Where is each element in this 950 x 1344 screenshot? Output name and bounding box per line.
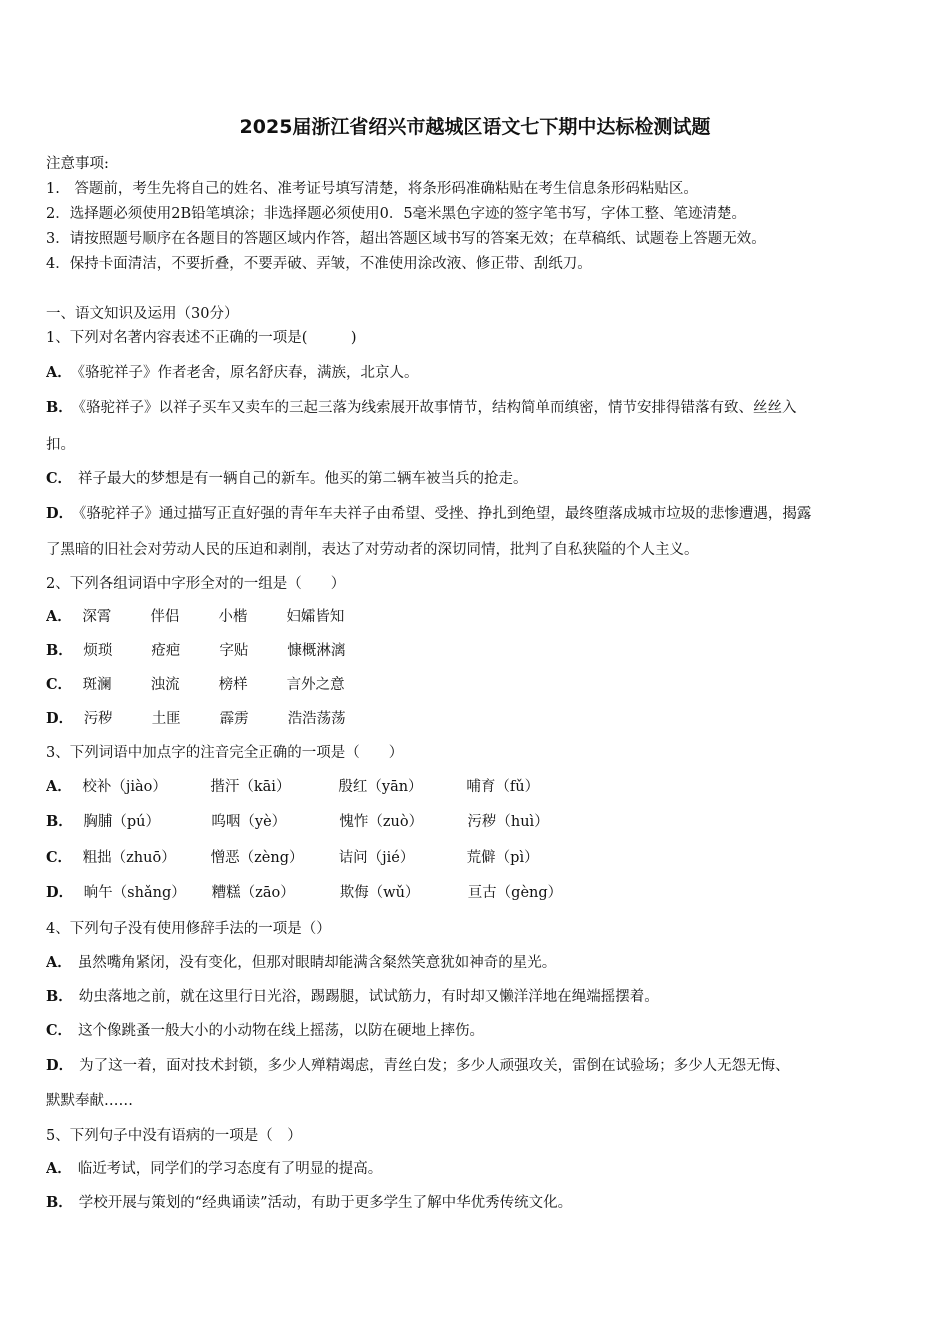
option-text: 祥子最大的梦想是有一辆自己的新车。他买的第二辆车被当兵的抢走。	[78, 471, 528, 487]
option-a	[46, 605, 908, 626]
word: 校补（jiào）	[82, 779, 167, 795]
word: 斑澜	[82, 677, 112, 693]
option-label: B．	[46, 642, 73, 659]
option-text: 虽然嘴角紧闭，没有变化，但那对眼睛却能满含粲然笑意犹如神奇的星光。	[77, 955, 557, 971]
option-label: B．	[46, 988, 73, 1005]
word: 晌午（shǎng）	[83, 885, 186, 901]
option-c	[46, 1019, 908, 1040]
section-heading: 一、语文知识及运用（30分）	[46, 306, 239, 322]
notice-item: 1. 答题前，考生先将自己的姓名、准考证号填写清楚，将条形码准确粘贴在考生信息条形码粘贴区。	[46, 181, 698, 197]
word: 字贴	[219, 643, 249, 659]
option-continuation: 了黑暗的旧社会对劳动人民的压迫和剥削，表达了对劳动者的深切同情，批判了自私狭隘的个人主义。	[46, 542, 699, 558]
notice-heading: 注意事项:	[46, 156, 109, 172]
word: 慷概淋漓	[287, 643, 346, 659]
word: 榜样	[218, 677, 248, 693]
option-continuation: 扣。	[46, 437, 75, 453]
word: 言外之意	[286, 677, 345, 693]
option-a	[46, 1157, 908, 1178]
option-text: 《骆驼祥子》通过描写正直好强的青年车夫祥子由希望、受挫、挣扎到绝望，最终堕落成城市垃圾的悲惨遭遇，揭露	[79, 506, 812, 522]
option-label: C．	[46, 470, 73, 487]
option-text: 幼虫落地之前，就在这里行日光浴，踢踢腿，试试筋力，有时却又懒洋洋地在绳端摇摆着。	[78, 989, 659, 1005]
option-label: D．	[46, 1057, 74, 1074]
word: 揩汗（kāi）	[210, 779, 291, 795]
option-label: C．	[46, 849, 73, 866]
option-b	[46, 985, 908, 1006]
word: 荒僻（pì）	[466, 850, 539, 866]
option-text: 学校开展与策划的“经典诵读”活动，有助于更多学生了解中华优秀传统文化。	[78, 1195, 573, 1211]
option-label: B．	[46, 1194, 73, 1211]
option-continuation: 默默奉献……	[46, 1093, 133, 1109]
option-a	[46, 361, 908, 382]
word: 霹雳	[219, 711, 249, 727]
option-label: A．	[46, 778, 72, 795]
option-label: B．	[46, 399, 73, 416]
question-stem: 1、下列对名著内容表述不正确的一项是( )	[46, 330, 357, 346]
word: 殷红（yān）	[338, 779, 423, 795]
word: 愧怍（zuò）	[339, 814, 424, 830]
word: 伴侣	[150, 609, 180, 625]
option-label: A．	[46, 608, 72, 625]
question-stem: 5、下列句子中没有语病的一项是（ ）	[46, 1128, 302, 1144]
word: 烦琐	[83, 643, 113, 659]
word: 亘古（gèng）	[467, 885, 563, 901]
option-label: C．	[46, 676, 73, 693]
word: 污秽	[83, 711, 113, 727]
notice-item: 4．保持卡面清洁，不要折叠，不要弄破、弄皱，不准使用涂改液、修正带、刮纸刀。	[46, 256, 592, 272]
option-text: 为了这一着，面对技术封锁，多少人殚精竭虑，青丝白发；多少人顽强攻关，雷倒在试验场；多少人无怨无悔、	[79, 1058, 790, 1074]
option-a	[46, 775, 908, 796]
word: 小楷	[218, 609, 248, 625]
word: 浩浩荡荡	[287, 711, 346, 727]
question-stem: 2、下列各组词语中字形全对的一组是（ ）	[46, 576, 346, 592]
option-text: 这个像跳蚤一般大小的小动物在线上摇荡，以防在硬地上摔伤。	[78, 1023, 485, 1039]
word: 粗拙（zhuō）	[82, 850, 176, 866]
question-stem: 4、下列句子没有使用修辞手法的一项是（）	[46, 921, 331, 937]
option-d	[46, 502, 908, 523]
option-label: A．	[46, 364, 72, 381]
option-label: D．	[46, 710, 74, 727]
option-label: D．	[46, 505, 74, 522]
option-c	[46, 467, 908, 488]
option-label: D．	[46, 884, 74, 901]
option-text: 临近考试，同学们的学习态度有了明显的提高。	[77, 1161, 383, 1177]
word: 胸脯（pú）	[83, 814, 160, 830]
word: 深霄	[82, 609, 112, 625]
option-text: 《骆驼祥子》作者老舍，原名舒庆春，满族，北京人。	[77, 365, 419, 381]
option-d	[46, 881, 908, 902]
question-stem: 3、下列词语中加点字的注音完全正确的一项是（ ）	[46, 745, 404, 761]
word: 欺侮（wǔ）	[339, 885, 420, 901]
word: 浊流	[150, 677, 180, 693]
option-a	[46, 951, 908, 972]
page-title: 2025届浙江省绍兴市越城区语文七下期中达标检测试题	[239, 116, 711, 138]
word: 糟糕（zāo）	[211, 885, 295, 901]
word: 疮疤	[151, 643, 181, 659]
option-label: C．	[46, 1022, 73, 1039]
notice-item: 2．选择题必须使用2B铅笔填涂；非选择题必须使用0．5毫米黑色字迹的签字笔书写，字体工整、笔迹清楚。	[46, 206, 747, 222]
option-d	[46, 1054, 908, 1075]
word: 土匪	[151, 711, 181, 727]
word: 妇孀皆知	[286, 609, 345, 625]
word: 呜咽（yè）	[211, 814, 287, 830]
option-label: A．	[46, 954, 72, 971]
word: 诘问（jié）	[338, 850, 415, 866]
option-text: 《骆驼祥子》以祥子买车又卖车的三起三落为线索展开故事情节，结构简单而缜密，情节安排得错落有致、丝丝入	[78, 400, 797, 416]
option-label: B．	[46, 813, 73, 830]
option-c	[46, 673, 908, 694]
option-b	[46, 396, 908, 417]
word: 憎恶（zèng）	[210, 850, 304, 866]
option-b	[46, 810, 908, 831]
option-d	[46, 707, 908, 728]
word: 哺育（fǔ）	[466, 779, 540, 795]
option-b	[46, 1191, 908, 1212]
option-c	[46, 846, 908, 867]
option-label: A．	[46, 1160, 72, 1177]
word: 污秽（huì）	[467, 814, 549, 830]
option-b	[46, 639, 908, 660]
notice-item: 3．请按照题号顺序在各题目的答题区域内作答，超出答题区域书写的答案无效；在草稿纸、试题卷上答题无效。	[46, 231, 766, 247]
